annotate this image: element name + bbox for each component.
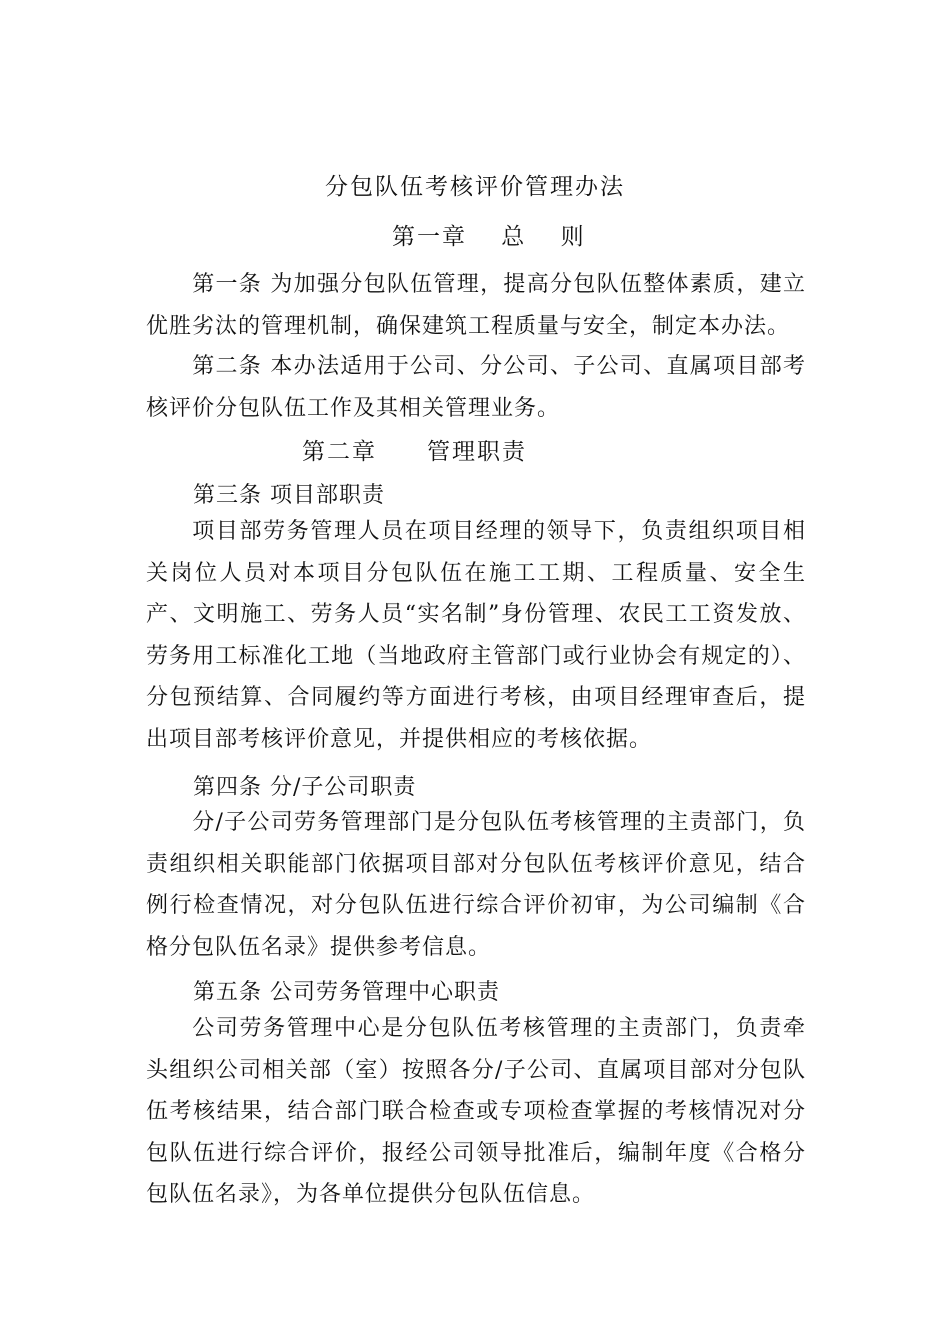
document-title: 分包队伍考核评价管理办法 (325, 174, 625, 200)
article-4-body: 分/子公司劳务管理部门是分包队伍考核管理的主责部门，负责组织相关职能部门依据项目部对分包队伍考核评价意见，结合例行检查情况，对分包队伍进行综合评价初审，为公司编制《合格分包队伍名录》提供参考信息。 (146, 810, 806, 960)
article-3-heading: 第三条 项目部职责 (193, 483, 385, 508)
chapter-2-heading: 第二章 管理职责 (302, 439, 527, 465)
article-5-heading: 第五条 公司劳务管理中心职责 (193, 980, 500, 1005)
chapter-1-heading: 第一章 总 则 (392, 224, 586, 250)
article-4-heading: 第四条 分/子公司职责 (193, 775, 417, 800)
article-1: 第一条 为加强分包队伍管理，提高分包队伍整体素质，建立优胜劣汰的管理机制，确保建筑工程质量与安全，制定本办法。 (146, 272, 806, 339)
article-5-body: 公司劳务管理中心是分包队伍考核管理的主责部门，负责牵头组织公司相关部（室）按照各分/子公司、直属项目部对分包队伍考核结果，结合部门联合检查或专项检查掌握的考核情况对分包队伍进行综合评价，报经公司领导批准后，编制年度《合格分包队伍名录》，为各单位提供分包队伍信息。 (146, 1016, 806, 1207)
article-2: 第二条 本办法适用于公司、分公司、子公司、直属项目部考核评价分包队伍工作及其相关管理业务。 (146, 354, 806, 421)
article-3-body: 项目部劳务管理人员在项目经理的领导下，负责组织项目相关岗位人员对本项目分包队伍在施工工期、工程质量、安全生产、文明施工、劳务人员“实名制”身份管理、农民工工资发放、劳务用工标准化工地（当地政府主管部门或行业协会有规定的）、分包预结算、合同履约等方面进行考核，由项目经理审查后，提出项目部考核评价意见，并提供相应的考核依据。 (146, 519, 806, 752)
